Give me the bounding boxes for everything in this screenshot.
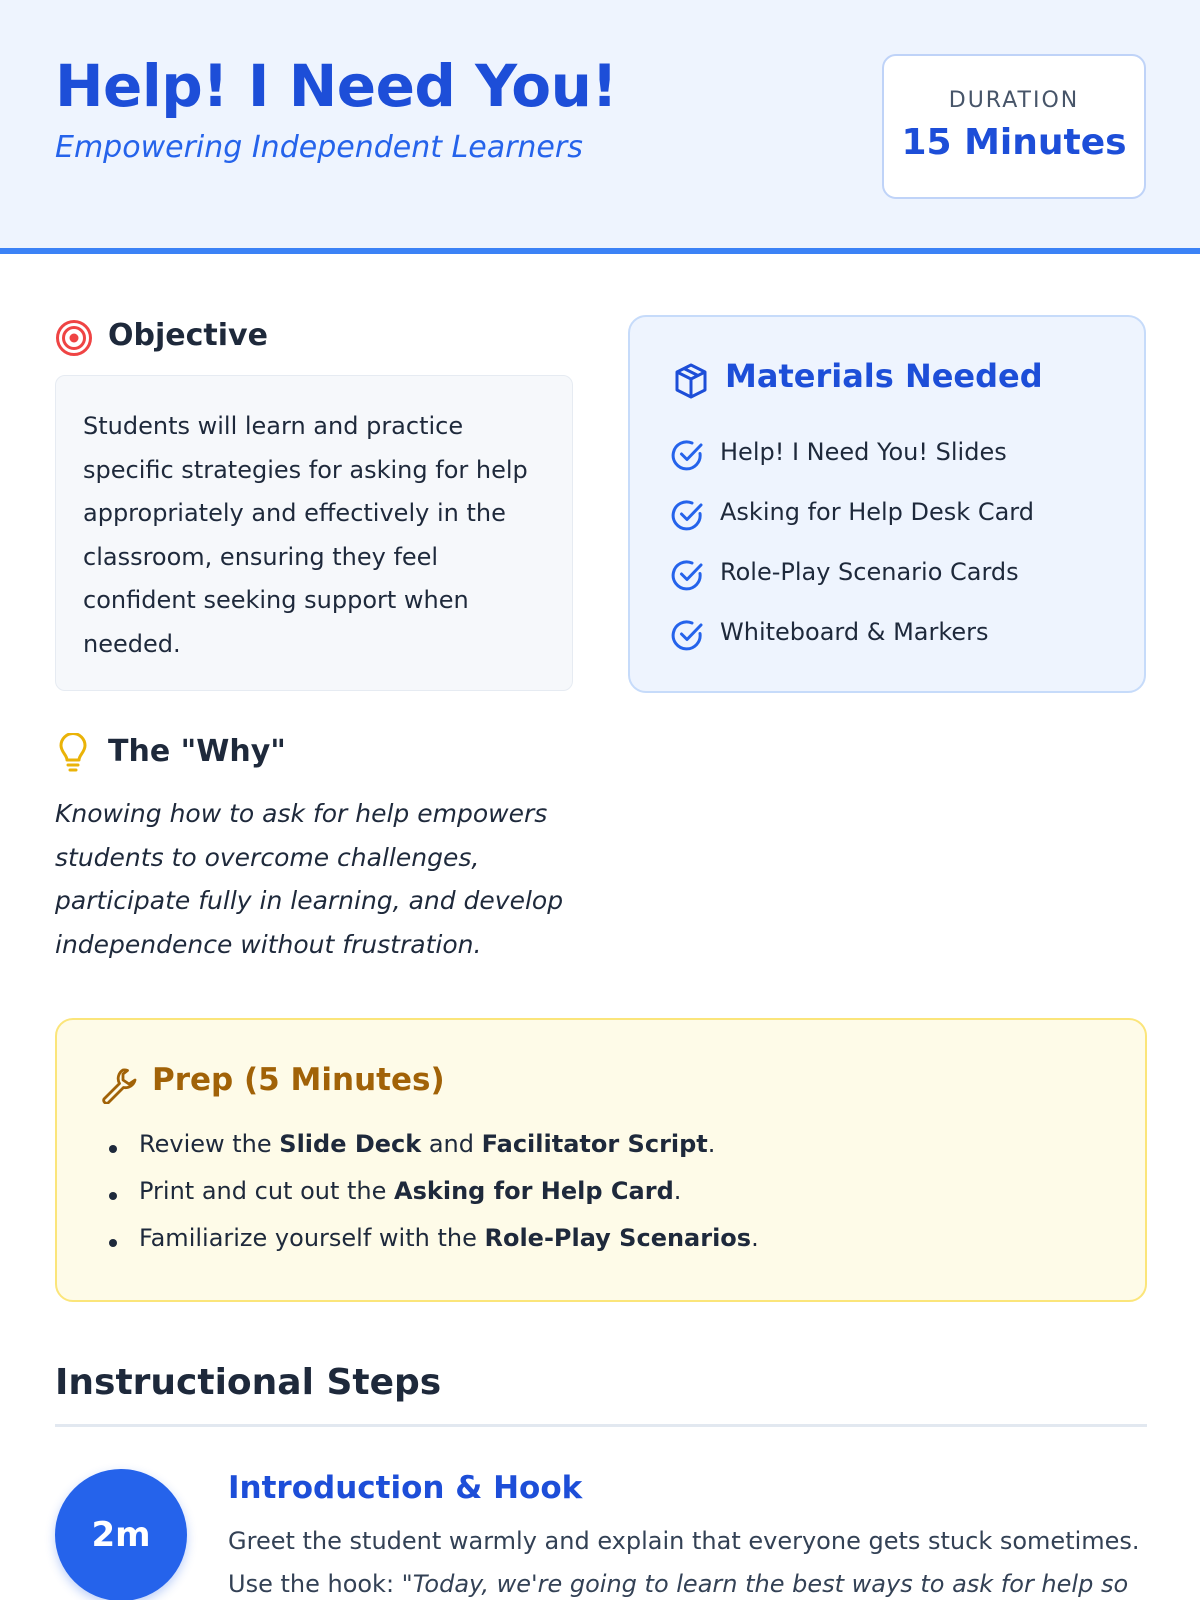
step-title: Introduction & Hook <box>228 1470 583 1506</box>
bullet-dot <box>109 1192 117 1200</box>
materials-item: Role-Play Scenario Cards <box>720 558 1019 586</box>
why-text: Knowing how to ask for help empowers students to overcome challenges, participate fully in learning, and develop independence without frustration. <box>55 799 564 959</box>
objective-heading: Objective <box>108 318 268 353</box>
step-time: 2m <box>91 1515 151 1555</box>
page-title: Help! I Need You! <box>55 52 618 120</box>
why-heading: The "Why" <box>108 734 286 769</box>
materials-item: Asking for Help Desk Card <box>720 498 1034 526</box>
page-subtitle: Empowering Independent Learners <box>55 130 583 165</box>
duration-value: 15 Minutes <box>901 122 1127 163</box>
check-circle-icon <box>671 438 705 472</box>
bullet-dot <box>109 1239 117 1247</box>
step-description: Greet the student warmly and explain that everyone gets stuck sometimes. Use the hook: "Today, we're going to learn the best ways to ask for help so <box>228 1527 1140 1598</box>
materials-card <box>628 315 1146 693</box>
check-circle-icon <box>671 618 705 652</box>
prep-item: Review the Slide Deck and Facilitator Script. <box>139 1130 716 1158</box>
package-icon <box>673 362 709 400</box>
steps-heading: Instructional Steps <box>55 1362 442 1403</box>
materials-item: Help! I Need You! Slides <box>720 438 1007 466</box>
materials-item: Whiteboard & Markers <box>720 618 989 646</box>
prep-item: Print and cut out the Asking for Help Card. <box>139 1177 682 1205</box>
prep-heading: Prep (5 Minutes) <box>152 1062 445 1098</box>
check-circle-icon <box>671 498 705 532</box>
check-circle-icon <box>671 558 705 592</box>
materials-heading: Materials Needed <box>725 357 1043 395</box>
divider <box>55 1424 1147 1427</box>
wrench-icon <box>99 1066 137 1104</box>
lesson-header <box>0 0 1200 254</box>
bullet-dot <box>109 1145 117 1153</box>
lightbulb-icon <box>57 733 89 773</box>
target-icon <box>55 319 93 357</box>
prep-item: Familiarize yourself with the Role-Play Scenarios. <box>139 1224 759 1252</box>
duration-label: DURATION <box>948 88 1080 113</box>
objective-text: Students will learn and practice specific strategies for asking for help appropriately and effectively in the classroom, ensuring they feel confident seeking support when needed. <box>83 412 528 658</box>
duration-card <box>882 54 1146 199</box>
step-time-badge <box>55 1469 187 1600</box>
prep-card <box>55 1018 1147 1302</box>
objective-card <box>55 375 573 691</box>
